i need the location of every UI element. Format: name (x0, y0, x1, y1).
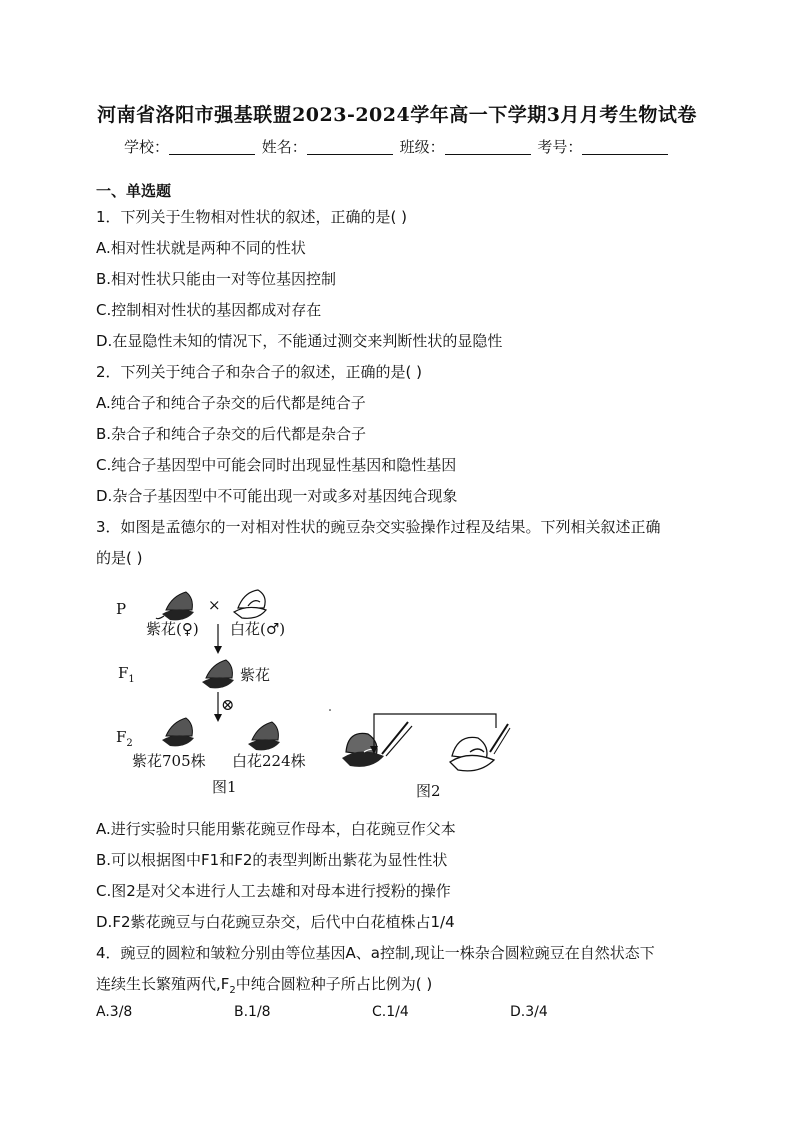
selfing-symbol: ⊗ (221, 695, 235, 714)
fig-label-f1-purple: 紫花 (240, 666, 271, 684)
q4-options-row (96, 1004, 716, 1020)
school-blank (169, 140, 255, 155)
q3-option-d: D.F2紫花豌豆与白花豌豆杂交，后代中白花植株占1/4 (96, 913, 455, 931)
q3-stem-line1: 3．如图是孟德尔的一对相对性状的豌豆杂交实验操作过程及结果。下列相关叙述正确 (96, 518, 661, 536)
q1-option-b: B.相对性状只能由一对等位基因控制 (96, 270, 337, 288)
school-label: 学校： (124, 138, 170, 156)
q3-option-b: B.可以根据图中F1和F2的表型判断出紫花为显性性状 (96, 851, 448, 869)
name-label: 姓名： (261, 138, 307, 156)
fig-label-white-male: 白花(♂) (230, 620, 286, 638)
white-flower-p-icon (234, 590, 266, 618)
q4-option-a: A.3/8 (96, 1004, 133, 1020)
q4-stem-line2: 连续生长繁殖两代$,F_2$中纯合圆粒种子所占比例为( ) (96, 975, 433, 996)
q2-option-a: A.纯合子和纯合子杂交的后代都是纯合子 (96, 394, 366, 412)
fig-label-f2-white: 白花224株 (232, 752, 306, 770)
fig-label-p: P (116, 600, 127, 618)
q3-option-a: A.进行实验时只能用紫花豌豆作母本，白花豌豆作父本 (96, 820, 456, 838)
q2-option-b: B.杂合子和纯合子杂交的后代都是杂合子 (96, 425, 367, 443)
fig-label-f2: $F_2$ (116, 728, 133, 749)
q2-stem: 2．下列关于纯合子和杂合子的叙述，正确的是( ) (96, 363, 423, 381)
arrow-down-icon (214, 646, 222, 654)
number-label: 考号： (537, 138, 583, 156)
class-blank (445, 140, 531, 155)
purple-flower-p-icon (156, 592, 194, 620)
tweezers-icon (382, 722, 412, 756)
q4-stem-line1: 4．豌豆的圆粒和皱粒分别由等位基因A、a控制,现让一株杂合圆粒豌豆在自然状态下 (96, 944, 655, 962)
purple-flower-f2-second-icon (248, 722, 280, 750)
q1-stem: 1．下列关于生物相对性状的叙述，正确的是( ) (96, 208, 408, 226)
white-flower-pollination-icon (450, 737, 494, 771)
fig-label-f2-purple: 紫花705株 (132, 752, 206, 770)
number-blank (582, 140, 668, 155)
brush-icon (490, 724, 510, 754)
purple-flower-f1-icon (202, 660, 234, 688)
q1-option-c: C.控制相对性状的基因都成对存在 (96, 301, 322, 319)
q1-option-d: D.在显隐性未知的情况下，不能通过测交来判断性状的显隐性 (96, 332, 503, 350)
q2-option-c: C.纯合子基因型中可能会同时出现显性基因和隐性基因 (96, 456, 457, 474)
fig-label-purple-female: 紫花(♀) (146, 620, 199, 638)
q4-option-d: D.3/4 (510, 1004, 548, 1020)
fig-cross-symbol: × (208, 596, 221, 614)
fig-caption-2: 图2 (416, 782, 441, 800)
emasculated-flower-icon (342, 733, 384, 767)
fig-caption-1: 图1 (212, 778, 237, 796)
name-blank (307, 140, 393, 155)
q4-option-c: C.1/4 (372, 1004, 409, 1020)
exam-title: 河南省洛阳市强基联盟2023-2024学年高一下学期3月月考生物试卷 (97, 104, 697, 126)
class-label: 班级： (399, 138, 445, 156)
fig-label-f1: $F_1$ (118, 664, 135, 685)
purple-flower-f2-icon (162, 718, 194, 746)
arrow-down-icon (214, 714, 222, 722)
q4-option-b: B.1/8 (234, 1004, 271, 1020)
q1-option-a: A.相对性状就是两种不同的性状 (96, 239, 306, 257)
q2-option-d: D.杂合子基因型中不可能出现一对或多对基因纯合现象 (96, 487, 458, 505)
student-info-row (124, 136, 670, 157)
section-heading: 一、单选题 (96, 182, 172, 200)
q3-stem-line2: 的是( ) (96, 549, 143, 567)
q3-option-c: C.图2是对父本进行人工去雄和对母本进行授粉的操作 (96, 882, 451, 900)
